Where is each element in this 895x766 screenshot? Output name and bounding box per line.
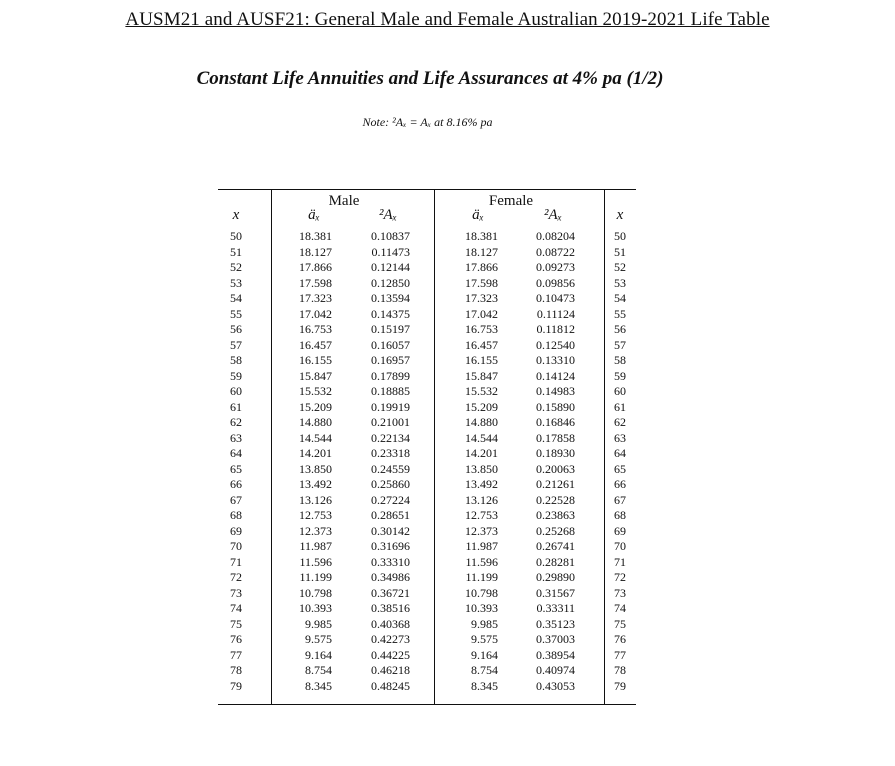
- female-annuity-cell: 13.126: [465, 492, 498, 507]
- age-cell-left: 77: [230, 647, 242, 662]
- male-assurance-cell: 0.14375: [371, 306, 410, 321]
- age-cell-right: 60: [614, 384, 626, 398]
- table-body: [218, 229, 636, 694]
- female-assurance-cell: 0.14124: [536, 368, 575, 383]
- age-cell-right: 78: [614, 663, 626, 677]
- male-annuity-cell: 17.042: [299, 306, 332, 321]
- female-annuity-cell: 17.323: [465, 291, 498, 305]
- male-annuity-cell: 16.155: [299, 353, 332, 367]
- table-top-rule: [218, 189, 636, 190]
- male-annuity-cell: 17.598: [299, 275, 332, 290]
- female-annuity-cell: 16.155: [465, 353, 498, 367]
- female-assurance-cell: 0.09273: [536, 260, 575, 274]
- female-annuity-cell: 13.492: [465, 477, 498, 491]
- male-assurance-cell: 0.12850: [371, 275, 410, 290]
- male-annuity-cell: 15.532: [299, 384, 332, 398]
- female-assurance-cell: 0.14983: [536, 384, 575, 398]
- age-cell-right: 62: [614, 415, 626, 429]
- age-cell-left: 50: [230, 229, 242, 243]
- age-cell-right: 57: [614, 337, 626, 352]
- age-header-left: x: [232, 207, 240, 223]
- male-annuity-cell: 13.126: [299, 492, 332, 507]
- male-annuity-cell: 17.866: [299, 260, 332, 274]
- male-assurance-cell: 0.34986: [371, 570, 410, 584]
- male-assurance-cell: 0.30142: [371, 523, 410, 538]
- age-cell-right: 76: [614, 632, 626, 646]
- age-cell-left: 71: [230, 554, 242, 569]
- male-assurance-cell: 0.38516: [371, 601, 410, 615]
- male-annuity-cell: 11.987: [299, 539, 332, 553]
- female-annuity-cell: 8.754: [471, 663, 498, 677]
- age-cell-left: 55: [230, 306, 242, 321]
- female-annuity-cell: 11.596: [465, 554, 498, 569]
- female-assurance-cell: 0.26741: [536, 539, 575, 553]
- female-annuity-cell: 17.598: [465, 275, 498, 290]
- table-row: [218, 400, 636, 416]
- male-assurance-cell: 0.15197: [371, 322, 410, 336]
- age-cell-left: 73: [230, 585, 242, 600]
- female-annuity-cell: 15.847: [465, 368, 498, 383]
- female-assurance-cell: 0.08204: [536, 229, 575, 243]
- female-assurance-cell: 0.38954: [536, 647, 575, 662]
- age-cell-right: 51: [614, 244, 626, 259]
- male-annuity-cell: 16.457: [299, 337, 332, 352]
- age-cell-right: 73: [614, 585, 626, 600]
- female-annuity-cell: 15.209: [465, 399, 498, 414]
- age-cell-right: 55: [614, 306, 626, 321]
- table-row: [218, 508, 636, 524]
- male-annuity-cell: 15.209: [299, 399, 332, 414]
- male-assurance-cell: 0.42273: [371, 632, 410, 646]
- male-assurance-cell: 0.33310: [371, 554, 410, 569]
- age-cell-left: 67: [230, 492, 242, 507]
- age-cell-right: 53: [614, 275, 626, 290]
- female-assurance-cell: 0.23863: [536, 508, 575, 522]
- female-assurance-cell: 0.09856: [536, 275, 575, 290]
- female-assurance-cell: 0.18930: [536, 446, 575, 460]
- age-cell-left: 68: [230, 508, 242, 522]
- table-row: [218, 322, 636, 338]
- male-annuity-cell: 9.164: [305, 647, 332, 662]
- female-assurance-cell: 0.11812: [536, 322, 575, 336]
- male-assurance-cell: 0.16057: [371, 337, 410, 352]
- male-annuity-cell: 13.850: [299, 461, 332, 476]
- table-row: [218, 570, 636, 586]
- female-assurance-header: ²Aₓ: [544, 207, 562, 223]
- age-cell-right: 52: [614, 260, 626, 274]
- female-assurance-cell: 0.08722: [536, 244, 575, 259]
- age-cell-right: 77: [614, 647, 626, 662]
- female-assurance-cell: 0.43053: [536, 678, 575, 693]
- female-assurance-cell: 0.28281: [536, 554, 575, 569]
- male-assurance-cell: 0.28651: [371, 508, 410, 522]
- male-annuity-cell: 10.393: [299, 601, 332, 615]
- age-cell-left: 69: [230, 523, 242, 538]
- table-row: [218, 446, 636, 462]
- male-assurance-cell: 0.46218: [371, 663, 410, 677]
- age-cell-right: 69: [614, 523, 626, 538]
- male-assurance-cell: 0.16957: [371, 353, 410, 367]
- table-bottom-rule: [218, 704, 636, 705]
- male-assurance-cell: 0.31696: [371, 539, 410, 553]
- table-row: [218, 648, 636, 664]
- table-row: [218, 601, 636, 617]
- male-assurance-cell: 0.21001: [371, 415, 410, 429]
- note: Note: ²Aₓ = Aₓ at 8.16% pa: [362, 115, 493, 129]
- age-cell-left: 58: [230, 353, 242, 367]
- male-assurance-cell: 0.10837: [371, 229, 410, 243]
- table-row: [218, 477, 636, 493]
- male-annuity-cell: 14.201: [299, 446, 332, 460]
- age-cell-left: 75: [230, 616, 242, 631]
- female-assurance-cell: 0.12540: [536, 337, 575, 352]
- male-group-header: Male: [328, 193, 360, 209]
- age-cell-right: 63: [614, 430, 626, 445]
- female-annuity-cell: 11.199: [465, 570, 498, 584]
- male-annuity-cell: 9.985: [305, 616, 332, 631]
- age-cell-right: 79: [614, 678, 626, 693]
- female-annuity-cell: 9.985: [471, 616, 498, 631]
- age-cell-left: 56: [230, 322, 242, 336]
- age-cell-left: 66: [230, 477, 242, 491]
- age-cell-left: 60: [230, 384, 242, 398]
- female-assurance-cell: 0.13310: [536, 353, 575, 367]
- table-row: [218, 632, 636, 648]
- age-cell-left: 59: [230, 368, 242, 383]
- age-cell-right: 74: [614, 601, 626, 615]
- male-annuity-cell: 9.575: [305, 632, 332, 646]
- female-annuity-cell: 18.127: [465, 244, 498, 259]
- male-assurance-cell: 0.23318: [371, 446, 410, 460]
- age-cell-left: 79: [230, 678, 242, 693]
- female-assurance-cell: 0.22528: [536, 492, 575, 507]
- female-annuity-cell: 9.164: [471, 647, 498, 662]
- female-assurance-cell: 0.16846: [536, 415, 575, 429]
- male-annuity-cell: 16.753: [299, 322, 332, 336]
- female-assurance-cell: 0.33311: [536, 601, 575, 615]
- female-assurance-cell: 0.17858: [536, 430, 575, 445]
- table-row: [218, 493, 636, 509]
- male-assurance-cell: 0.12144: [371, 260, 410, 274]
- age-cell-right: 54: [614, 291, 626, 305]
- female-assurance-cell: 0.35123: [536, 616, 575, 631]
- table-row: [218, 338, 636, 354]
- male-assurance-cell: 0.27224: [371, 492, 410, 507]
- age-cell-right: 50: [614, 229, 626, 243]
- female-annuity-cell: 16.457: [465, 337, 498, 352]
- age-cell-right: 56: [614, 322, 626, 336]
- table-row: [218, 663, 636, 679]
- age-cell-right: 70: [614, 539, 626, 553]
- table-row: [218, 307, 636, 323]
- female-annuity-cell: 14.544: [465, 430, 498, 445]
- table-row: [218, 384, 636, 400]
- female-annuity-cell: 10.798: [465, 585, 498, 600]
- male-assurance-cell: 0.36721: [371, 585, 410, 600]
- female-assurance-cell: 0.11124: [536, 306, 575, 321]
- age-cell-right: 64: [614, 446, 626, 460]
- table-row: [218, 229, 636, 245]
- male-assurance-cell: 0.17899: [371, 368, 410, 383]
- table-row: [218, 586, 636, 602]
- male-annuity-cell: 8.754: [305, 663, 332, 677]
- table-row: [218, 524, 636, 540]
- table-row: [218, 462, 636, 478]
- female-annuity-cell: 12.753: [465, 508, 498, 522]
- age-cell-left: 72: [230, 570, 242, 584]
- female-annuity-cell: 16.753: [465, 322, 498, 336]
- male-assurance-cell: 0.24559: [371, 461, 410, 476]
- female-annuity-cell: 17.042: [465, 306, 498, 321]
- male-annuity-cell: 14.880: [299, 415, 332, 429]
- age-cell-left: 76: [230, 632, 242, 646]
- table-row: [218, 431, 636, 447]
- age-cell-left: 63: [230, 430, 242, 445]
- female-assurance-cell: 0.15890: [536, 399, 575, 414]
- female-assurance-cell: 0.37003: [536, 632, 575, 646]
- male-assurance-cell: 0.18885: [371, 384, 410, 398]
- male-assurance-cell: 0.11473: [371, 244, 410, 259]
- male-annuity-cell: 10.798: [299, 585, 332, 600]
- age-cell-left: 78: [230, 663, 242, 677]
- male-annuity-cell: 11.596: [299, 554, 332, 569]
- age-cell-right: 66: [614, 477, 626, 491]
- male-annuity-cell: 18.381: [299, 229, 332, 243]
- female-annuity-cell: 15.532: [465, 384, 498, 398]
- age-cell-right: 68: [614, 508, 626, 522]
- female-annuity-cell: 8.345: [471, 678, 498, 693]
- male-annuity-cell: 15.847: [299, 368, 332, 383]
- male-assurance-cell: 0.19919: [371, 399, 410, 414]
- female-assurance-cell: 0.31567: [536, 585, 575, 600]
- age-cell-right: 72: [614, 570, 626, 584]
- female-assurance-cell: 0.10473: [536, 291, 575, 305]
- age-cell-right: 61: [614, 399, 626, 414]
- male-assurance-cell: 0.25860: [371, 477, 410, 491]
- age-cell-right: 67: [614, 492, 626, 507]
- female-annuity-cell: 11.987: [465, 539, 498, 553]
- age-cell-right: 71: [614, 554, 626, 569]
- age-cell-left: 61: [230, 399, 242, 414]
- female-annuity-cell: 18.381: [465, 229, 498, 243]
- female-assurance-cell: 0.20063: [536, 461, 575, 476]
- age-cell-right: 65: [614, 461, 626, 476]
- male-annuity-header: äₓ: [308, 207, 320, 223]
- age-cell-right: 75: [614, 616, 626, 631]
- male-assurance-cell: 0.22134: [371, 430, 410, 445]
- age-cell-left: 74: [230, 601, 242, 615]
- age-cell-left: 70: [230, 539, 242, 553]
- female-annuity-cell: 10.393: [465, 601, 498, 615]
- table-row: [218, 415, 636, 431]
- female-annuity-cell: 17.866: [465, 260, 498, 274]
- age-cell-left: 53: [230, 275, 242, 290]
- male-annuity-cell: 18.127: [299, 244, 332, 259]
- table-row: [218, 679, 636, 695]
- female-annuity-cell: 9.575: [471, 632, 498, 646]
- male-assurance-cell: 0.13594: [371, 291, 410, 305]
- age-cell-left: 54: [230, 291, 242, 305]
- female-annuity-header: äₓ: [472, 207, 484, 223]
- age-cell-right: 58: [614, 353, 626, 367]
- male-annuity-cell: 12.753: [299, 508, 332, 522]
- female-annuity-cell: 12.373: [465, 523, 498, 538]
- female-assurance-cell: 0.21261: [536, 477, 575, 491]
- female-group-header: Female: [488, 193, 534, 209]
- male-annuity-cell: 8.345: [305, 678, 332, 693]
- table-row: [218, 245, 636, 261]
- male-annuity-cell: 12.373: [299, 523, 332, 538]
- page-title: AUSM21 and AUSF21: General Male and Female Australian 2019-2021 Life Table: [125, 9, 770, 30]
- female-annuity-cell: 14.880: [465, 415, 498, 429]
- male-annuity-cell: 11.199: [299, 570, 332, 584]
- female-annuity-cell: 13.850: [465, 461, 498, 476]
- age-cell-left: 64: [230, 446, 242, 460]
- male-assurance-cell: 0.44225: [371, 647, 410, 662]
- male-annuity-cell: 17.323: [299, 291, 332, 305]
- age-cell-left: 62: [230, 415, 242, 429]
- age-cell-left: 65: [230, 461, 242, 476]
- male-annuity-cell: 14.544: [299, 430, 332, 445]
- table-row: [218, 555, 636, 571]
- table-row: [218, 260, 636, 276]
- table-row: [218, 353, 636, 369]
- table-row: [218, 369, 636, 385]
- table-row: [218, 276, 636, 292]
- page-subtitle: Constant Life Annuities and Life Assurances at 4% pa (1/2): [196, 68, 664, 89]
- table-row: [218, 539, 636, 555]
- female-annuity-cell: 14.201: [465, 446, 498, 460]
- age-header-right: x: [616, 207, 624, 223]
- female-assurance-cell: 0.25268: [536, 523, 575, 538]
- male-assurance-cell: 0.40368: [371, 616, 410, 631]
- age-cell-left: 52: [230, 260, 242, 274]
- table-row: [218, 291, 636, 307]
- age-cell-right: 59: [614, 368, 626, 383]
- male-annuity-cell: 13.492: [299, 477, 332, 491]
- female-assurance-cell: 0.29890: [536, 570, 575, 584]
- male-assurance-cell: 0.48245: [371, 678, 410, 693]
- table-row: [218, 617, 636, 633]
- age-cell-left: 51: [230, 244, 242, 259]
- female-assurance-cell: 0.40974: [536, 663, 575, 677]
- male-assurance-header: ²Aₓ: [379, 207, 397, 223]
- age-cell-left: 57: [230, 337, 242, 352]
